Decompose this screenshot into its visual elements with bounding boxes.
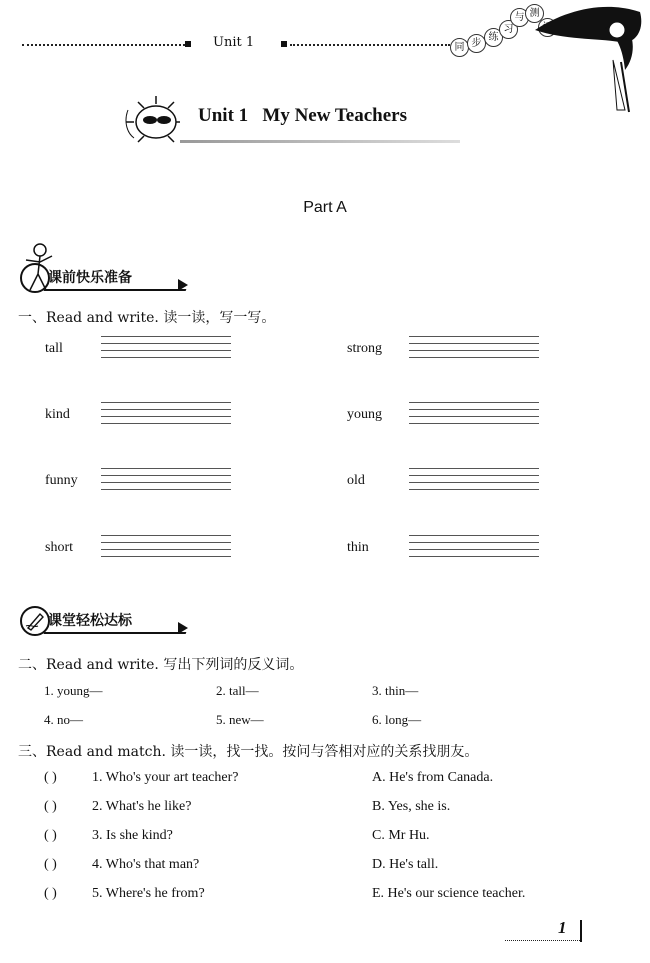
match-answer: B. Yes, she is. [372, 799, 451, 814]
writing-lines[interactable] [409, 336, 539, 356]
page-title: Unit 1 My New Teachers [198, 105, 407, 126]
word-label: short [45, 540, 73, 555]
page-number: 1 [558, 918, 567, 937]
opposite-item[interactable]: 4. no— [44, 712, 83, 727]
match-answer: C. Mr Hu. [372, 828, 430, 843]
match-answer: D. He's tall. [372, 857, 439, 872]
writing-lines[interactable] [409, 468, 539, 488]
word-label: kind [45, 407, 70, 422]
writing-lines[interactable] [409, 402, 539, 422]
answer-blank[interactable]: ( ) [44, 828, 57, 843]
opposite-item[interactable]: 5. new— [216, 712, 264, 727]
match-answer: E. He's our science teacher. [372, 886, 526, 901]
girl-illustration-icon [525, 0, 650, 120]
header-dotted-rule [22, 44, 185, 46]
question-3-heading: 三、Read and match. 读一读，找一找。按问与答相对应的关系找朋友。 [18, 744, 479, 760]
writing-lines[interactable] [409, 535, 539, 555]
running-title: Unit 1 [213, 35, 255, 50]
word-label: funny [45, 473, 78, 488]
section-badge-pre-class: 课前快乐准备 [20, 265, 200, 291]
answer-blank[interactable]: ( ) [44, 886, 57, 901]
match-answer: A. He's from Canada. [372, 770, 494, 785]
word-label: young [347, 407, 382, 422]
opposite-item[interactable]: 2. tall— [216, 683, 259, 698]
question-1-heading: 一、Read and write. 读一读，写一写。 [18, 310, 276, 326]
header-square [185, 41, 191, 47]
writing-lines[interactable] [101, 336, 231, 356]
answer-blank[interactable]: ( ) [44, 857, 57, 872]
writing-lines[interactable] [101, 535, 231, 555]
part-heading: Part A [303, 199, 347, 216]
answer-blank[interactable]: ( ) [44, 770, 57, 785]
word-label: tall [45, 341, 63, 356]
header-square [281, 41, 287, 47]
opposite-item[interactable]: 3. thin— [372, 683, 419, 698]
match-question: 3. Is she kind? [92, 828, 173, 843]
word-label: old [347, 473, 365, 488]
opposite-item[interactable]: 1. young— [44, 683, 103, 698]
word-label: thin [347, 540, 369, 555]
pencil-writing-icon [24, 610, 46, 632]
match-question: 1. Who's your art teacher? [92, 770, 239, 785]
question-2-heading: 二、Read and write. 写出下列词的反义词。 [18, 657, 304, 673]
section-badge-in-class: 课堂轻松达标 [20, 608, 200, 634]
match-question: 4. Who's that man? [92, 857, 200, 872]
writing-lines[interactable] [101, 468, 231, 488]
answer-blank[interactable]: ( ) [44, 799, 57, 814]
opposite-item[interactable]: 6. long— [372, 712, 422, 727]
match-question: 5. Where's he from? [92, 886, 205, 901]
sunglasses-sun-icon [118, 92, 188, 152]
page-number-rule [505, 940, 580, 941]
title-underline [180, 140, 460, 143]
match-question: 2. What's he like? [92, 799, 192, 814]
header-dotted-rule [290, 44, 450, 46]
page-number-bar [580, 920, 582, 942]
word-label: strong [347, 341, 382, 356]
writing-lines[interactable] [101, 402, 231, 422]
